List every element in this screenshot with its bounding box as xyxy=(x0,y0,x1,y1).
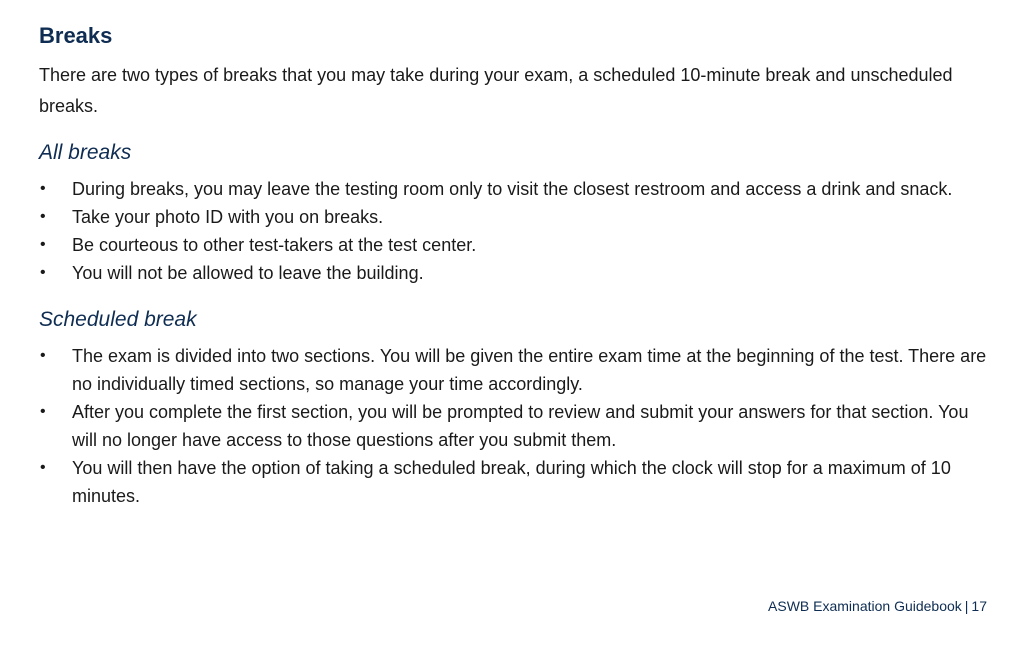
page-number: 17 xyxy=(971,598,987,614)
list-item-text: During breaks, you may leave the testing room only to visit the closest restroom and access a drink and snack. xyxy=(72,179,953,199)
list-item xyxy=(39,259,989,287)
list-item-text: The exam is divided into two sections. You will be given the entire exam time at the beginning of the test. There are no individually timed sections, so manage your time accordingly. xyxy=(72,346,987,394)
list-item-text: You will then have the option of taking a scheduled break, during which the clock will stop for a maximum of 10 minutes. xyxy=(72,458,951,506)
bullet-icon: • xyxy=(40,403,46,420)
intro-paragraph: There are two types of breaks that you may take during your exam, a scheduled 10-minute break and unscheduled breaks. xyxy=(39,65,953,116)
guidebook-title: ASWB Examination Guidebook xyxy=(768,598,962,614)
scheduled-break-list xyxy=(39,342,989,510)
list-item-text: Take your photo ID with you on breaks. xyxy=(72,207,384,227)
list-item xyxy=(39,454,989,510)
bullet-icon: • xyxy=(40,264,46,281)
list-item-text: You will not be allowed to leave the building. xyxy=(72,263,424,283)
bullet-icon: • xyxy=(40,180,46,197)
list-item xyxy=(39,398,989,454)
all-breaks-list xyxy=(39,175,989,287)
bullet-icon: • xyxy=(40,208,46,225)
scheduled-break-heading: Scheduled break xyxy=(39,308,197,331)
list-item-text: Be courteous to other test-takers at the test center. xyxy=(72,235,477,255)
list-item xyxy=(39,342,989,398)
all-breaks-heading: All breaks xyxy=(39,141,132,164)
bullet-icon: • xyxy=(40,347,46,364)
bullet-icon: • xyxy=(40,236,46,253)
footer-separator: | xyxy=(964,598,969,614)
list-item-text: After you complete the first section, you will be prompted to review and submit your answers for that section. You will no longer have access to those questions after you submit them. xyxy=(72,402,969,450)
page-footer xyxy=(768,596,987,616)
bullet-icon: • xyxy=(40,459,46,476)
list-item xyxy=(39,203,989,231)
list-item xyxy=(39,175,989,203)
section-title: Breaks xyxy=(39,23,113,48)
document-page xyxy=(39,22,989,510)
list-item xyxy=(39,231,989,259)
